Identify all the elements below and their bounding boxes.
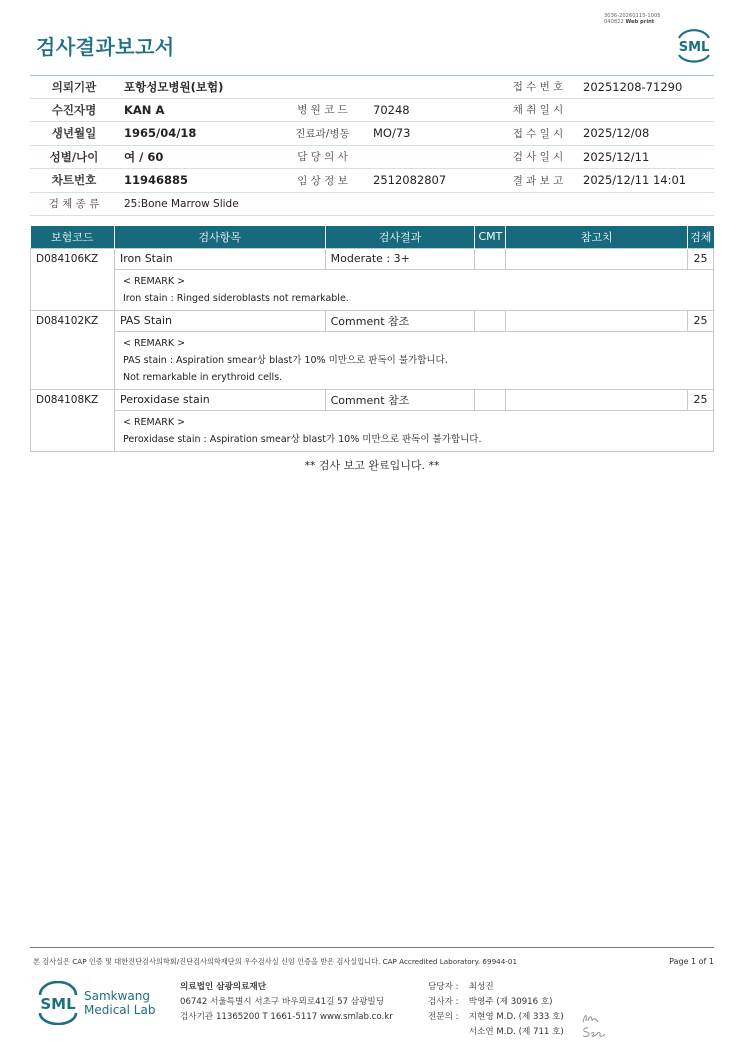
receipt-no-value: 20251208-71290 (583, 79, 683, 94)
chart-no-value: 11946885 (124, 173, 189, 188)
signature-2-icon (580, 1025, 608, 1039)
manager-label: 담당자 : (428, 982, 459, 992)
org-name: 의료법인 삼광의료재단 (180, 982, 267, 992)
sex-age-value: 여 / 60 (124, 149, 164, 164)
table-row (31, 248, 714, 269)
org-address: 06742 서울특별시 서초구 바우뫼로41길 57 삼광빌딩 (180, 997, 384, 1007)
remark-cell (114, 269, 713, 310)
sml-footer-logo-icon (36, 981, 80, 1025)
remark-row (31, 410, 714, 451)
signature-1-icon (580, 1011, 602, 1025)
specialist-2: 서소연 M.D. (제 711 호) (468, 1027, 564, 1037)
brand-name (84, 989, 155, 1017)
tester-label: 검사자 : (428, 997, 459, 1007)
header-reference: 참고치 (506, 226, 688, 248)
row-cmt (475, 389, 506, 410)
table-row (31, 310, 714, 331)
page-title: 검사결과보고서 (36, 35, 175, 59)
row-code: D084102KZ (31, 310, 115, 389)
document-code-line2: 040822 (604, 19, 624, 25)
hospital-code-label: 병 원 코 드 (297, 104, 348, 117)
completion-note: ** 검사 보고 완료입니다. ** (304, 459, 440, 472)
info-row (30, 193, 714, 217)
header-code: 보험코드 (31, 226, 115, 248)
print-mode: Web print (625, 19, 655, 25)
header-specimen: 검체 (687, 226, 713, 248)
info-row (30, 146, 714, 170)
row-item: Iron Stain (114, 248, 325, 269)
page-number: Page 1 of 1 (669, 957, 714, 966)
row-cmt (475, 310, 506, 331)
row-reference (506, 310, 688, 331)
request-org-value: 포항성모병원(보험) (124, 79, 224, 94)
remark-title: < REMARK > (122, 275, 186, 287)
row-reference (506, 389, 688, 410)
remark-line: Iron stain : Ringed sideroblasts not remarkable. (122, 292, 349, 304)
brand-line1: Samkwang (84, 989, 150, 1003)
row-item: PAS Stain (114, 310, 325, 331)
report-date-label: 결 과 보 고 (512, 174, 564, 187)
row-item: Peroxidase stain (114, 389, 325, 410)
row-result: Moderate : 3+ (325, 248, 475, 269)
info-row (30, 122, 714, 146)
staff-info (428, 980, 564, 1040)
info-row (30, 75, 714, 99)
dept-label: 진료과/병동 (295, 127, 350, 140)
hospital-code-value: 70248 (373, 102, 410, 117)
header-result: 검사결과 (325, 226, 475, 248)
remark-line: Not remarkable in erythroid cells. (122, 371, 283, 383)
row-specimen: 25 (687, 248, 713, 269)
results-table (30, 226, 714, 452)
patient-label: 수진자명 (51, 102, 97, 117)
receipt-no-label: 접 수 번 호 (512, 81, 564, 94)
remark-line: Peroxidase stain : Aspiration smear상 blast가 10% 미만으로 판독이 불가합니다. (122, 433, 482, 445)
request-org-label: 의뢰기관 (51, 79, 97, 94)
dept-value: MO/73 (373, 126, 411, 141)
specimen-label: 검 체 종 류 (48, 198, 100, 211)
document-code-line1: 3036-20260115-1005 (604, 13, 661, 19)
receipt-date-value: 2025/12/08 (583, 126, 650, 141)
row-result: Comment 참조 (325, 389, 475, 410)
results-header-row (31, 226, 714, 248)
row-reference (506, 248, 688, 269)
info-row (30, 99, 714, 123)
remark-row (31, 269, 714, 310)
sml-logo-icon (674, 26, 714, 64)
manager-name: 최성진 (468, 982, 494, 992)
table-row (31, 389, 714, 410)
remark-title: < REMARK > (122, 337, 186, 349)
org-contact: 검사기관 11365200 T 1661-5117 www.smlab.co.kr (180, 1012, 393, 1022)
header-item: 검사항목 (114, 226, 325, 248)
clinical-info-value: 2512082807 (373, 173, 447, 188)
chart-no-label: 차트번호 (51, 173, 97, 188)
test-date-value: 2025/12/11 (583, 149, 650, 164)
sml-logo-text: SML (678, 40, 710, 55)
certification-note: 본 검사실은 CAP 인증 및 대한진단검사의학회/진단검사의학재단의 우수검사실 신임 인증을 받은 검사실입니다. CAP Accredited Laboratory. 69944-01 (33, 957, 518, 966)
organization-info (180, 980, 393, 1025)
brand-line2: Medical Lab (84, 1003, 156, 1017)
footer-divider (30, 947, 714, 948)
birth-label: 생년월일 (51, 126, 97, 141)
specialist-label: 전문의 : (428, 1012, 459, 1022)
patient-info-table (30, 75, 714, 216)
clinical-info-label: 임 상 정 보 (297, 174, 348, 187)
remark-cell (114, 331, 713, 389)
row-result: Comment 참조 (325, 310, 475, 331)
remark-line: PAS stain : Aspiration smear상 blast가 10% 미만으로 판독이 불가합니다. (122, 354, 448, 366)
info-row (30, 169, 714, 193)
birth-value: 1965/04/18 (124, 126, 197, 141)
doctor-label: 담 당 의 사 (297, 151, 348, 164)
specimen-value: 25:Bone Marrow Slide (124, 197, 239, 210)
sex-age-label: 성별/나이 (49, 149, 99, 164)
row-code: D084106KZ (31, 248, 115, 310)
row-specimen: 25 (687, 310, 713, 331)
report-date-value: 2025/12/11 14:01 (583, 173, 687, 188)
sml-footer-logo-text: SML (40, 995, 76, 1013)
patient-value: KAN A (124, 102, 165, 117)
tester-name: 박영주 (제 30916 호) (468, 997, 553, 1007)
remark-title: < REMARK > (122, 416, 186, 428)
specialist-1: 지현영 M.D. (제 333 호) (468, 1012, 564, 1022)
header-cmt: CMT (475, 226, 506, 248)
remark-row (31, 331, 714, 389)
collect-date-label: 채 취 일 시 (512, 104, 564, 117)
remark-cell (114, 410, 713, 451)
row-specimen: 25 (687, 389, 713, 410)
test-date-label: 검 사 일 시 (512, 151, 564, 164)
row-cmt (475, 248, 506, 269)
receipt-date-label: 접 수 일 시 (512, 127, 564, 140)
row-code: D084108KZ (31, 389, 115, 451)
document-code (604, 13, 661, 25)
